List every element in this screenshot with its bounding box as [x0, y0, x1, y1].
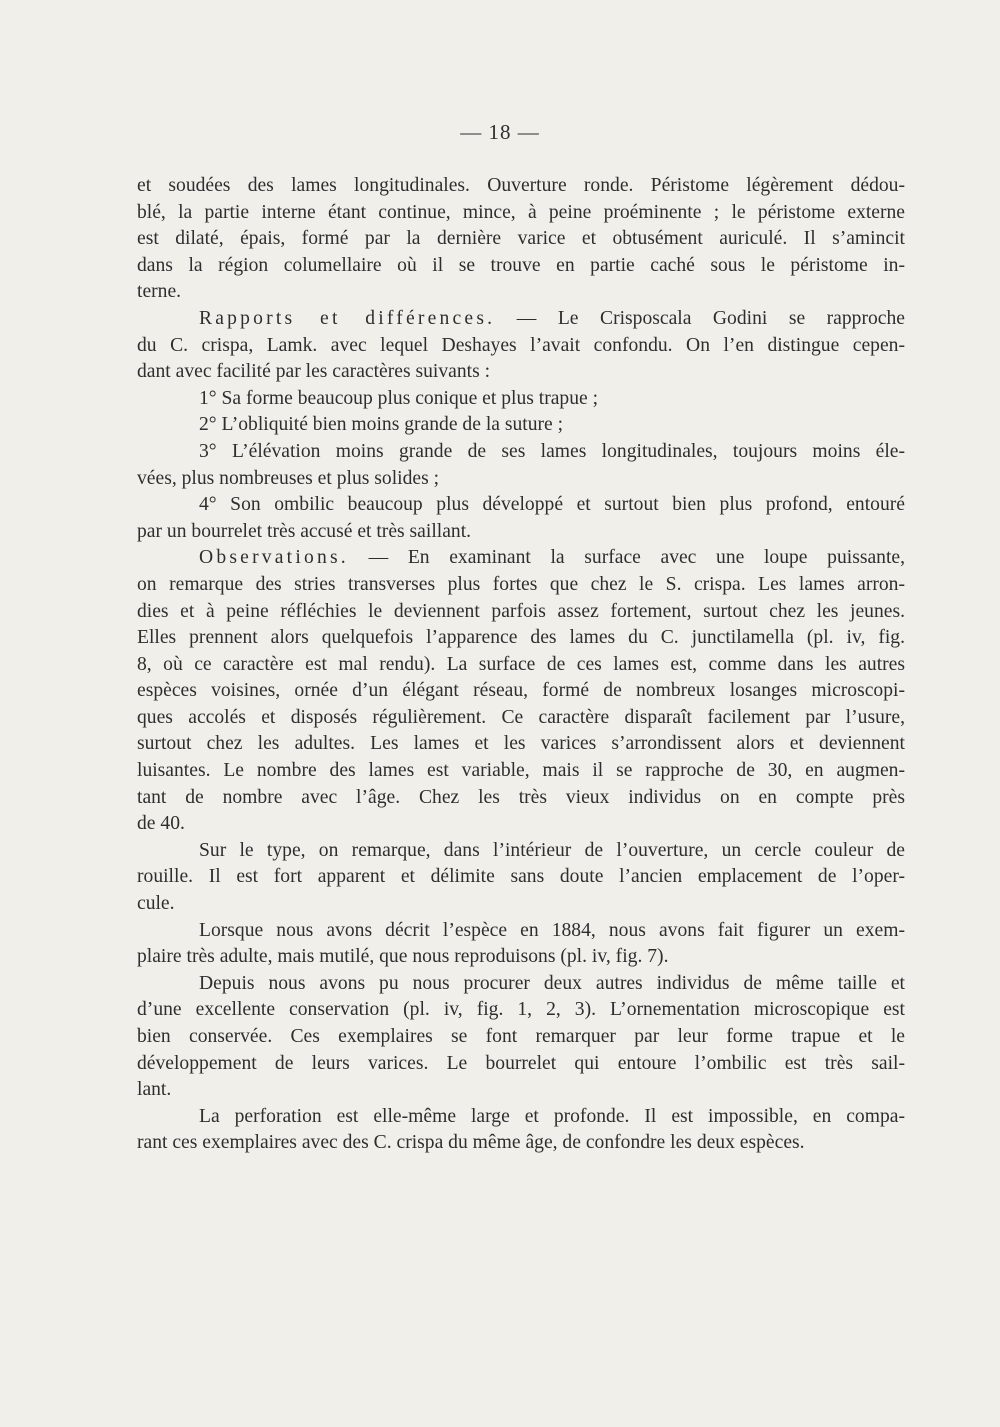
text-line: La perforation est elle-même large et profonde. Il est impossible, en compa- [199, 1105, 905, 1127]
text-line: Lorsque nous avons décrit l’espèce en 1884, nous avons fait figurer un exem- [199, 919, 905, 941]
text-line: par un bourrelet très accusé et très saillant. [137, 520, 472, 542]
section-heading-observations: Observations. [199, 547, 349, 569]
text-line: luisantes. Le nombre des lames est variable, mais il se rapproche de 30, en augmen- [137, 760, 905, 782]
text-body [137, 173, 905, 1157]
text-line: En examinant la surface avec une loupe puissante, [407, 547, 905, 569]
text-line: ques accolés et disposés régulièrement. Ce caractère disparaît facilement par l’usure, [137, 706, 905, 728]
text-line: rant ces exemplaires avec des C. crispa du même âge, de confondre les deux espèces. [137, 1132, 805, 1154]
list-item: 3° L’élévation moins grande de ses lames longitudinales, toujours moins éle- [199, 440, 905, 462]
text-line: rouille. Il est fort apparent et délimite sans doute l’ancien emplacement de l’oper- [137, 866, 905, 888]
text-line: terne. [137, 281, 182, 303]
text-line: du C. crispa, Lamk. avec lequel Deshayes l’avait confondu. On l’en distingue cepen- [137, 334, 905, 356]
text-line: dant avec facilité par les caractères suivants : [137, 361, 491, 383]
section-line-observations [137, 545, 905, 572]
text-line: dies et à peine réfléchies le deviennent parfois assez fortement, surtout chez les jeunes. [137, 600, 905, 622]
text-line: vées, plus nombreuses et plus solides ; [137, 467, 440, 489]
text-line: bien conservée. Ces exemplaires se font remarquer par leur forme trapue et le [137, 1026, 905, 1047]
text-line: tant de nombre avec l’âge. Chez les très vieux individus on en compte près [137, 786, 905, 808]
text-line: et soudées des lames longitudinales. Ouverture ronde. Péristome légèrement dédou- [137, 175, 905, 196]
list-item: 2° L’obliquité bien moins grande de la suture ; [199, 414, 564, 436]
text-line: Sur le type, on remarque, dans l’intérieur de l’ouverture, un cercle couleur de [199, 839, 905, 861]
text-line: d’une excellente conservation (pl. iv, fig. 1, 2, 3). L’ornementation microscopique est [137, 999, 905, 1021]
text-line: est dilaté, épais, formé par la dernière varice et obtusément auriculé. Il s’amincit [137, 228, 905, 250]
text-line: Le Crisposcala Godini se rapproche [557, 307, 905, 329]
text-line: espèces voisines, ornée d’un élégant réseau, formé de nombreux losanges microscopi- [137, 680, 905, 702]
text-line: de 40. [137, 813, 185, 835]
em-dash: — [368, 547, 389, 569]
page-number: — 18 — [460, 120, 540, 144]
text-line: lant. [137, 1079, 172, 1101]
text-line: on remarque des stries transverses plus fortes que chez le S. crispa. Les lames arron- [137, 573, 905, 595]
section-line-rapports [137, 306, 905, 333]
text-line: cule. [137, 893, 175, 915]
text-line: surtout chez les adultes. Les lames et les varices s’arrondissent alors et deviennent [137, 733, 905, 755]
text-line: Depuis nous avons pu nous procurer deux autres individus de même taille et [199, 972, 905, 994]
list-item: 4° Son ombilic beaucoup plus développé et surtout bien plus profond, entouré [199, 494, 905, 516]
text-line: blé, la partie interne étant continue, mince, à peine proéminente ; le péristome externe [137, 201, 905, 223]
text-line: plaire très adulte, mais mutilé, que nous reproduisons (pl. iv, fig. 7). [137, 946, 669, 968]
text-line: Elles prennent alors quelquefois l’apparence des lames du C. junctilamella (pl. iv, fig. [137, 627, 905, 649]
section-heading-rapports: Rapports et différences. [199, 307, 496, 329]
text-line: développement de leurs varices. Le bourrelet qui entoure l’ombilic est très sail- [137, 1052, 905, 1074]
em-dash: — [516, 307, 537, 329]
text-line: dans la région columellaire où il se trouve en partie caché sous le péristome in- [137, 254, 905, 276]
list-item: 1° Sa forme beaucoup plus conique et plus trapue ; [199, 387, 599, 409]
text-line: 8, où ce caractère est mal rendu). La surface de ces lames est, comme dans les autres [137, 653, 905, 675]
